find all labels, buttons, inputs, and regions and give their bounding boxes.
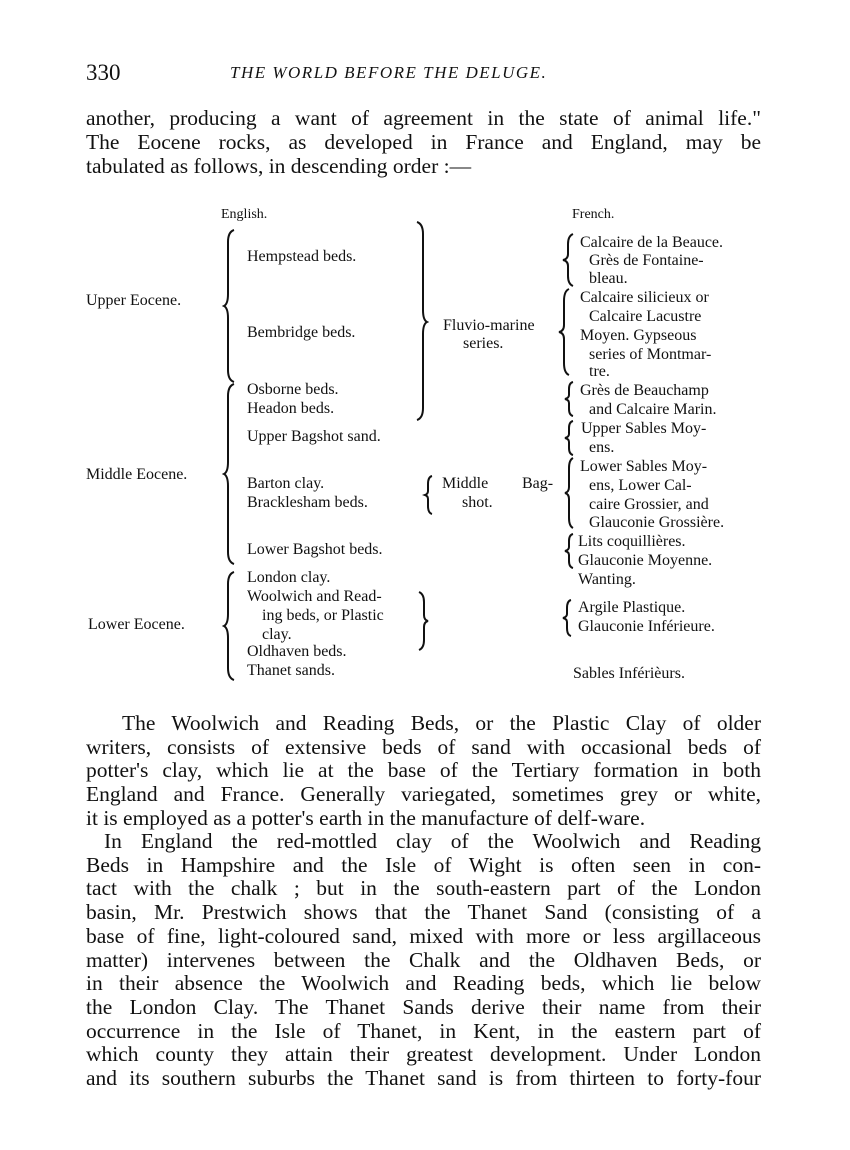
french-beauce: bleau. [589,270,628,287]
french-silicieux: Calcaire Lacustre [589,308,702,325]
text-line: England and France. Generally variegated, sometimes grey or white, [86,782,761,807]
english-woolwich: clay. [262,626,292,643]
group-label-upper: Upper Eocene. [86,292,182,309]
fluvio-marine-label: Fluvio-marine [443,317,535,334]
text-line: base of fine, light-coloured sand, mixed with more or less argillaceous [86,923,761,948]
french-brace [562,380,576,418]
french-lower-sables: caire Grossier, and [589,496,709,513]
french-upper-sables: ens. [589,439,615,456]
text-line: writers, consists of extensive beds of sand with occasional beds of [86,734,761,759]
body-paragraph [86,830,761,1091]
middle-bagshot-label: shot. [462,494,493,511]
text-line: Beds in Hampshire and the Isle of Wight is often seen in con- [86,852,761,877]
english-woolwich: ing beds, or Plastic [262,607,384,624]
french-argile: Glauconie Inférieure. [578,618,715,635]
text-line: and its southern suburbs the Thanet sand is from thirteen to forty-four [86,1066,761,1091]
english-upper-bagshot: Upper Bagshot sand. [247,428,381,445]
english-bracklesham: Bracklesham beds. [247,494,368,511]
text-line: matter) intervenes between the Chalk and the Oldhaven Beds, or [86,947,761,972]
text-line: another, producing a want of agreement in the state of animal life." [86,106,761,130]
french-argile: Argile Plastique. [578,599,686,616]
text-line: The Eocene rocks, as developed in France and England, may be [86,130,761,154]
french-sables-inferieurs: Sables Inférièurs. [573,665,685,682]
upper-eocene-brace [222,228,238,384]
french-beauce: Calcaire de la Beauce. [580,234,724,251]
lower-eocene-brace [222,570,238,682]
english-osborne: Osborne beds. [247,381,339,398]
text-line: potter's clay, which lie at the base of the Tertiary formation in both [86,758,761,783]
english-barton: Barton clay. [247,475,325,492]
french-silicieux: Moyen. Gypseous [580,327,697,344]
french-lower-sables: Glauconie Grossière. [589,514,725,531]
text-line: the London Clay. The Thanet Sands derive their name from their [86,994,761,1019]
group-label-lower: Lower Eocene. [88,616,185,633]
text-line: occurrence in the Isle of Thanet, in Kent, in the eastern part of [86,1018,761,1043]
french-brace [562,419,576,457]
french-beauchamp: Grès de Beauchamp [580,382,709,399]
english-hempstead: Hempstead beds. [247,248,357,265]
group-label-middle: Middle Eocene. [86,466,188,483]
text-line: tact with the chalk ; but in the south-eastern part of the London [86,876,761,901]
text-line: in their absence the Woolwich and Reading beds, which lie below [86,971,761,996]
french-beauce: Grès de Fontaine- [589,252,704,269]
text-line: it is employed as a potter's earth in the manufacture of delf-ware. [86,805,646,830]
french-upper-sables: Upper Sables Moy- [581,420,707,437]
french-brace [556,287,572,377]
fluvio-marine-label: series. [463,335,504,352]
english-headon: Headon beds. [247,400,335,417]
english-oldhaven: Oldhaven beds. [247,643,347,660]
french-silicieux: series of Montmar- [589,346,712,363]
woolwich-brace [416,590,430,652]
french-beauchamp: and Calcaire Marin. [589,401,717,418]
english-lower-bagshot: Lower Bagshot beds. [247,541,383,558]
french-header: French. [572,207,615,222]
english-woolwich: Woolwich and Read- [247,588,382,605]
middle-eocene-brace [222,382,238,566]
english-thanet: Thanet sands. [247,662,335,679]
body-paragraph [86,712,761,831]
french-brace [560,598,574,638]
running-title: THE WORLD BEFORE THE DELUGE. [230,63,548,82]
text-line: The Woolwich and Reading Beds, or the Plastic Clay of older [122,711,761,735]
french-silicieux: tre. [589,363,610,380]
middle-bagshot-label: Bag- [522,475,554,492]
english-london-clay: London clay. [247,569,331,586]
french-brace [562,456,576,530]
english-bembridge: Bembridge beds. [247,324,356,341]
french-lits: Glauconie Moyenne. [578,552,713,569]
fluvio-marine-brace [413,220,429,422]
french-silicieux: Calcaire silicieux or [580,289,709,306]
french-lower-sables: Lower Sables Moy- [580,458,708,475]
french-lower-sables: ens, Lower Cal- [589,477,692,494]
english-header: English. [221,207,268,222]
text-line: In England the red-mottled clay of the Woolwich and Reading [104,829,761,853]
french-brace [562,532,576,570]
text-line: which county they attain their greatest development. Under London [86,1042,761,1067]
french-wanting: Wanting. [578,571,636,588]
french-lits: Lits coquillières. [578,533,686,550]
page-number: 330 [86,60,121,85]
french-brace [560,232,576,288]
text-line: tabulated as follows, in descending order :— [86,154,472,178]
middle-bagshot-label: Middle [442,475,489,492]
text-line: basin, Mr. Prestwich shows that the Thanet Sand (consisting of a [86,900,761,925]
bagshot-brace-left [422,474,434,516]
